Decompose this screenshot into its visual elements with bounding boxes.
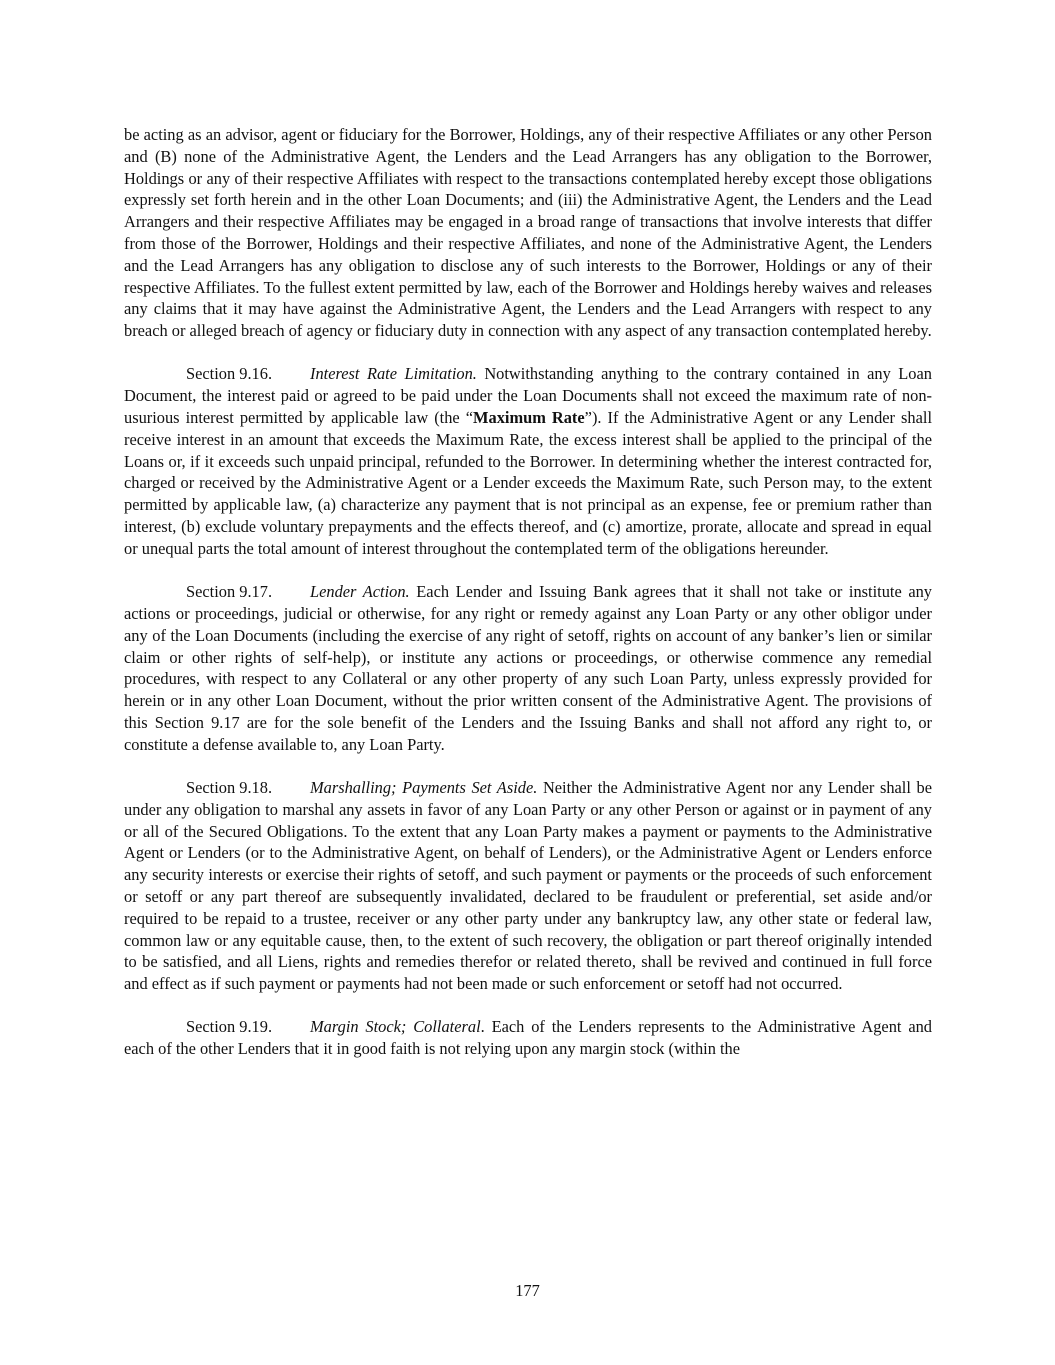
section-number: Section 9.18. [186,778,273,798]
section-number: Section 9.19. [186,1017,273,1037]
section-9-16-paragraph [124,363,932,559]
document-body [124,124,932,1082]
section-body-text: ”). If the Administrative Agent or any Lender shall receive interest in an amount that exceeds the Maximum Rate, the excess interest shall be applied to the principal of the Loans or, if it exceeds such unpaid principal, refunded to the Borrower. In determining whether the interest contracted for, charged or received by the Administrative Agent or a Lender exceeds the Maximum Rate, such Person may, to the extent permitted by applicable law, (a) characterize any payment that is not principal as an expense, fee or premium rather than interest, (b) exclude voluntary prepayments and the effects thereof, and (c) amortize, prorate, allocate and spread in equal or unequal parts the total amount of interest throughout the contemplated term of the obligations hereunder. [124,408,932,558]
defined-term: Maximum Rate [473,408,585,428]
continuation-paragraph: be acting as an advisor, agent or fiduciary for the Borrower, Holdings, any of their respective Affiliates or any other Person and (B) none of the Administrative Agent, the Lenders and the Lead Arrangers has any obligation to the Borrower, Holdings or any of their respective Affiliates with respect to the transactions contemplated hereby except those obligations expressly set forth herein and in the other Loan Documents; and (iii) the Administrative Agent, the Lenders and the Lead Arrangers and their respective Affiliates may be engaged in a broad range of transactions that involve interests that differ from those of the Borrower, Holdings and their respective Affiliates, and none of the Administrative Agent, the Lenders and the Lead Arrangers has any obligation to disclose any of such interests to the Borrower, Holdings or any of their respective Affiliates. To the fullest extent permitted by law, each of the Borrower and Holdings hereby waives and releases any claims that it may have against the Administrative Agent, the Lenders and the Lead Arrangers with respect to any breach or alleged breach of agency or fiduciary duty in connection with any aspect of any transaction contemplated hereby. [124,125,932,341]
section-body-text: Notwithstanding anything to the contrary contained in any Loan Document, the interest paid or agreed to be paid under the Loan Documents shall not exceed the maximum rate of non-usurious interest permitted by applicable law (the “ [124,364,932,428]
section-title: Margin Stock; Collateral [310,1017,481,1037]
section-title: Interest Rate Limitation. [310,364,477,384]
section-body-text: . Each of the Lenders represents to the Administrative Agent and each of the other Lenders that it in good faith is not relying upon any margin stock (within the [124,1017,932,1059]
section-9-17-paragraph [124,581,932,755]
section-number: Section 9.17. [186,582,273,602]
section-title: Lender Action. [310,582,410,602]
section-body-text: Each Lender and Issuing Bank agrees that it shall not take or institute any actions or proceedings, judicial or otherwise, for any right or remedy against any Loan Party or any other obligor under any of the Loan Documents (including the exercise of any right of setoff, rights on account of any banker’s lien or similar claim or other rights of self-help), or institute any actions or proceedings, or otherwise commence any remedial procedures, with respect to any Collateral or any other property of any such Loan Party, unless expressly provided for herein or in any other Loan Document, without the prior written consent of the Administrative Agent. The provisions of this Section 9.17 are for the sole benefit of the Lenders and the Issuing Banks and shall not afford any right to, or constitute a defense available to, any Loan Party. [124,582,933,754]
section-title: Marshalling; Payments Set Aside. [310,778,538,798]
section-number: Section 9.16. [186,364,273,384]
section-9-18-paragraph [124,777,932,995]
page-number: 177 [515,1281,540,1300]
section-9-19-paragraph [124,1016,932,1060]
section-body-text: Neither the Administrative Agent nor any Lender shall be under any obligation to marshal any assets in favor of any Loan Party or any other Person or against or in payment of any or all of the Secured Obligations. To the extent that any Loan Party makes a payment or payments to the Administrative Agent or Lenders (or to the Administrative Agent, on behalf of Lenders), or the Administrative Agent or Lenders enforce any security interests or exercise their rights of setoff, and such payment or payments or the proceeds of such enforcement or setoff or any part thereof are subsequently invalidated, declared to be fraudulent or preferential, set aside and/or required to be repaid to a trustee, receiver or any other party under any bankruptcy law, any other state or federal law, common law or any equitable cause, then, to the extent of such recovery, the obligation or part thereof originally intended to be satisfied, and all Liens, rights and remedies therefor or related thereto, shall be revived and continued in full force and effect as if such payment or payments had not been made or such enforcement or setoff had not occurred. [124,778,932,994]
